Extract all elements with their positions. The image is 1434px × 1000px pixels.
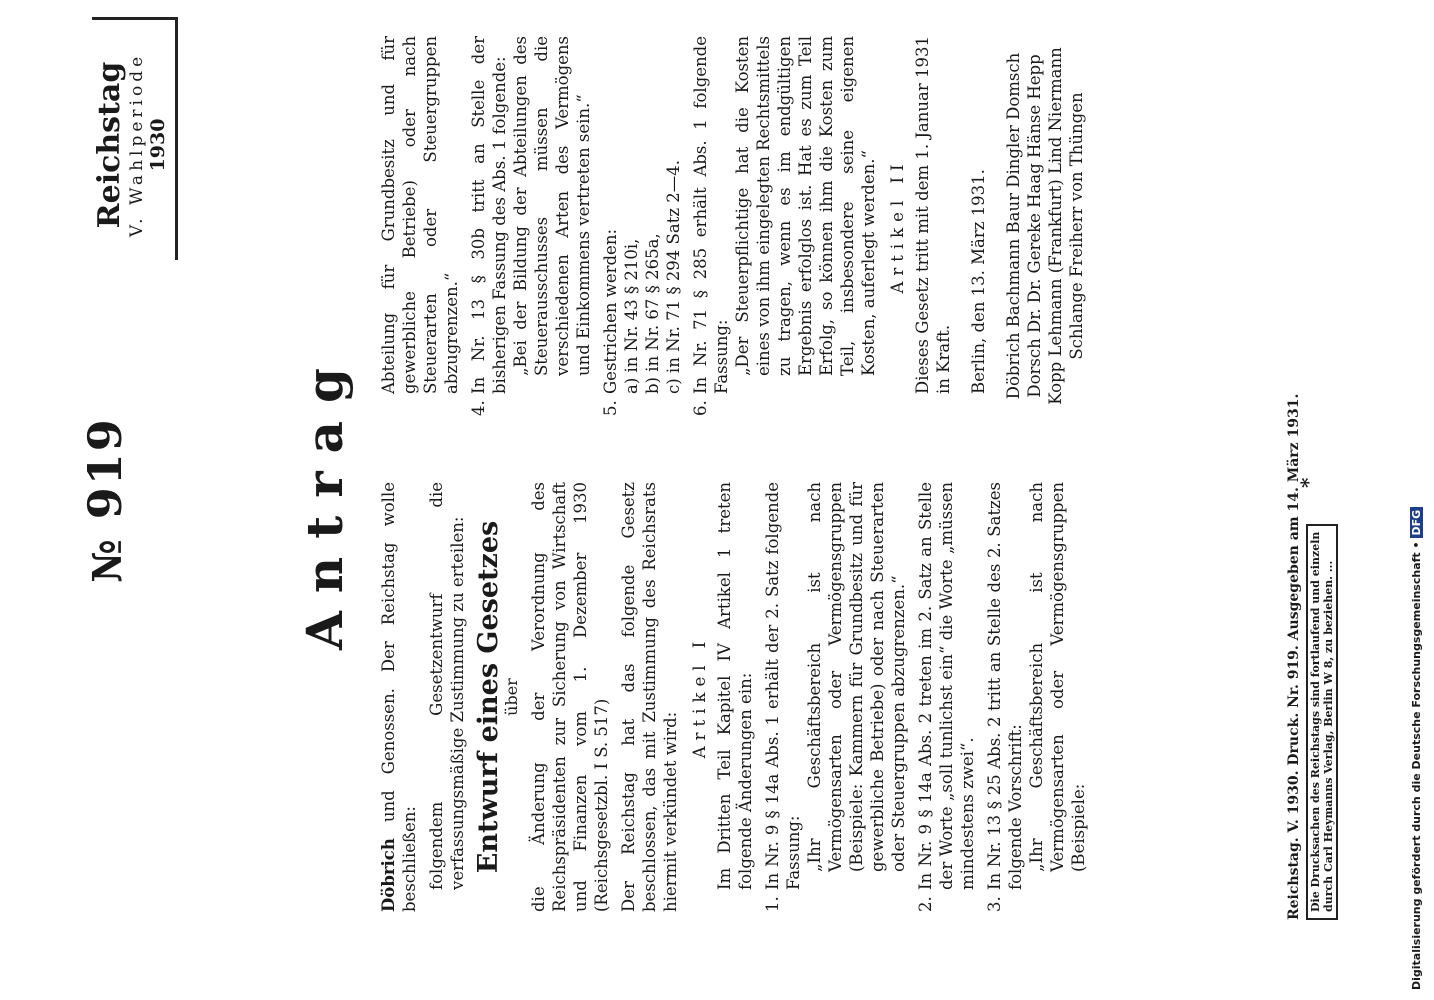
sub-item-text: b) in Nr. 67 § 265a, <box>643 233 662 394</box>
footer-issue-line: Reichstag. V. 1930. Druck. Nr. 919. Ausgegeben am 14. März 1931. <box>1286 393 1302 920</box>
artikel-2-heading: Artikel II <box>888 158 907 294</box>
continued-quote: Abteilung für Grundbesitz und für gewerbliche Betriebe) oder nach Steuerarten oder Steuergruppen abzugrenzen.“ <box>379 36 461 394</box>
item-number: 5. <box>601 400 620 416</box>
footer-box <box>1306 524 1338 920</box>
list-item <box>690 36 732 416</box>
item-quote: „Ihr Geschäftsbereich ist nach Vermögensarten oder Vermögensgruppen (Beispiele: <box>1027 482 1088 872</box>
item-quote: „Bei der Bildung der Abteilungen des Steuerausschusses müssen die verschiedenen Arten des Vermögens und Einkommens vertreten sein.“ <box>511 36 593 376</box>
sub-item <box>663 36 684 416</box>
star-mark: * <box>1296 477 1320 488</box>
lead-paragraph <box>378 482 420 912</box>
left-column <box>378 482 1095 912</box>
item-text: Gestrichen werden: <box>601 229 620 394</box>
item-number: 3. <box>985 896 1004 912</box>
item-text: In Nr. 13 § 25 Abs. 2 tritt an Stelle des 2. Satzes folgende Vorschrift: <box>985 482 1025 890</box>
entwurf-heading: Entwurf eines Gesetzes <box>473 520 504 874</box>
digitization-credit <box>1410 0 1423 1000</box>
item-number: 6. <box>691 400 710 416</box>
artikel-1-intro: Im Dritten Teil Kapitel IV Artikel 1 treten folgende Änderungen ein: <box>715 482 755 890</box>
lead-indent: folgendem Gesetzentwurf die verfassungsmäßige Zustimmung zu erteilen: <box>427 482 467 890</box>
sub-item <box>621 36 642 416</box>
number-value: 919 <box>78 417 132 520</box>
item-text: In Nr. 9 § 14a Abs. 2 treten im 2. Satz an Stelle der Worte „soll tunlichst ein“ die Worte „müssen mindestens zwei“. <box>916 482 977 890</box>
sub-item <box>642 36 663 416</box>
enactment-paragraph: Der Reichstag hat das folgende Gesetz beschlossen, das mit Zustimmung des Reichsrats hiermit verkündet wird: <box>619 482 680 912</box>
item-text: In Nr. 9 § 14a Abs. 1 erhält der 2. Satz folgende Fassung: <box>763 482 803 890</box>
footer-box-line-2: durch Carl Heymanns Verlag, Berlin W 8, zu beziehen. ... <box>1322 560 1335 912</box>
reichstag-title: Reichstag <box>92 61 127 229</box>
subject-paragraph: die Änderung der Verordnung des Reichspräsidenten zur Sicherung von Wirtschaft und Finanzen vom 1. Dezember 1930 (Reichsgesetzbl. I S. 517) <box>529 482 611 912</box>
sub-item-text: a) in Nr. 43 § 210i, <box>622 238 641 394</box>
item-number: 4. <box>469 400 488 416</box>
list-item <box>762 482 804 912</box>
item-number: 1. <box>763 896 782 912</box>
lead-text: und Genossen. Der Reichstag wolle beschließen: <box>379 482 419 912</box>
item-text: In Nr. 71 § 285 erhält Abs. 1 folgende Fassung: <box>691 36 731 394</box>
list-item <box>600 36 621 416</box>
lead-name: Döbrich <box>379 838 398 912</box>
dfg-logo: DFG <box>1410 507 1423 539</box>
footer-box-line-1: Die Drucksachen des Reichstags sind fortlaufend und einzeln <box>1309 531 1322 912</box>
item-quote: „Der Steuerpflichtige hat die Kosten eines von ihm eingelegten Rechtsmittels zu tragen, wenn es im endgültigen Ergebnis erfolglos ist. Hat es zum Teil Erfolg, so können ihm die Kosten zum Teil, insbesondere seine eigenen Kosten, auferlegt werden.“ <box>733 36 878 376</box>
ueber: über <box>502 678 521 716</box>
item-quote: „Ihr Geschäftsbereich ist nach Vermögensarten oder Vermögensgruppen (Beispiele: Kammern für Grundbesitz und für gewerbliche Betriebe) oder nach Steuerarten oder Steuergruppen abzugrenzen.“ <box>805 482 908 872</box>
list-item <box>915 482 978 912</box>
wahlperiode: V. Wahlperiode <box>127 52 147 238</box>
list-item <box>984 482 1026 912</box>
right-column <box>378 36 1093 416</box>
item-number: 2. <box>916 896 935 912</box>
artikel-2-text: Dieses Gesetz tritt mit dem 1. Januar 1931 in Kraft. <box>913 36 953 394</box>
item-text: In Nr. 13 § 30b tritt an Stelle der bisherigen Fassung des Abs. 1 folgende: <box>469 36 509 394</box>
credit-text: Digitalisierung gefördert durch die Deutsche Forschungsgemeinschaft • <box>1410 541 1423 990</box>
document-title: Antrag <box>295 350 354 650</box>
signatories: Döbrich Bachmann Baur Dingler Domsch Dorsch Dr. Dr. Gereke Haag Hänse Hepp Kopp Lehmann (Frankfurt) Lind Niermann Schlange Freiherr von Thüngen <box>1004 47 1086 405</box>
artikel-1-heading: Artikel I <box>690 635 709 759</box>
list-item <box>468 36 510 416</box>
place-date: Berlin, den 13. März 1931. <box>969 169 988 394</box>
period-year: 1930 <box>147 118 169 172</box>
reichstag-header <box>92 17 178 260</box>
number-prefix: № <box>84 537 131 583</box>
sub-item-text: c) in Nr. 71 § 294 Satz 2—4. <box>664 160 683 394</box>
